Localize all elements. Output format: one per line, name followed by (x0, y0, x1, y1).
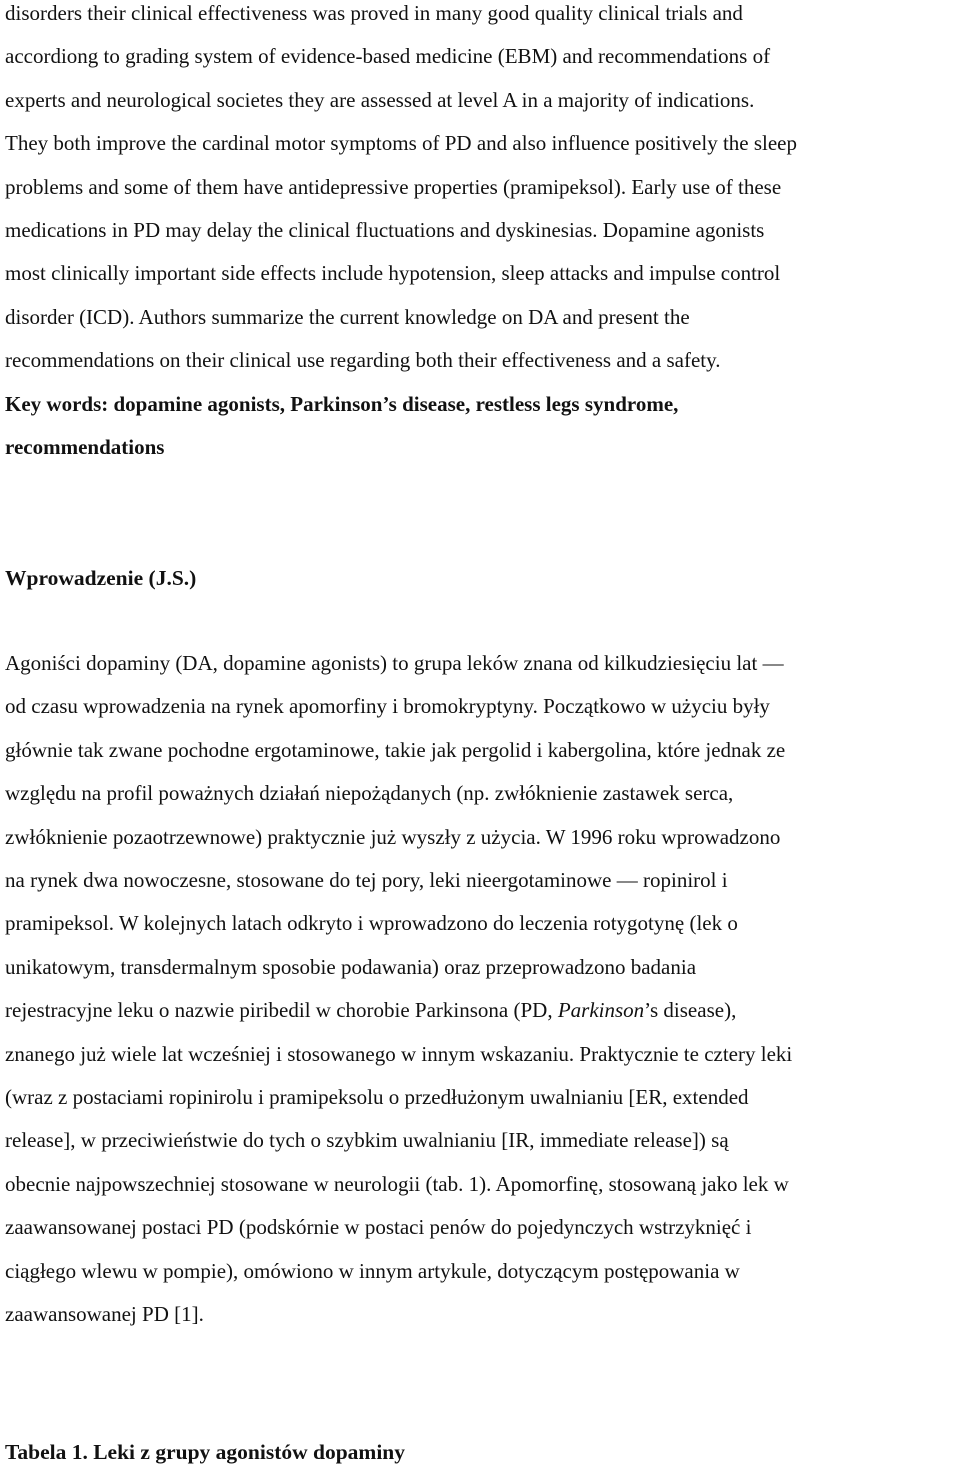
abstract-section (5, 0, 960, 469)
introduction-paragraph (5, 642, 960, 1337)
section-heading-introduction: Wprowadzenie (J.S.) (5, 566, 197, 590)
introduction-italic-term: Parkinson (557, 998, 645, 1023)
introduction-text-part-2: ’s disease), znanego już wiele lat wcześniej i stosowanego w innym wskazaniu. Praktycznie te cztery leki (wraz z postaciami ropinirolu i pramipeksolu o przedłużonym uwalnianiu [ER, extended release], w przeciwieństwie do tych o szybkim uwalnianiu [IR, immediate release]) są obecnie najpowszechniej stosowane w neurologii (tab. 1). Apomorfinę, stosowaną jako lek w zaawansowanej postaci PD (podskórnie w postaci penów do pojedynczych wstrzyknięć i ciągłego wlewu w pompie), omówiono w innym artykule, dotyczącym postępowania w zaawansowanej PD [1]. (5, 998, 793, 1327)
introduction-section (5, 642, 960, 1337)
abstract-text: disorders their clinical effectiveness was proved in many good quality clinical trials and accordiong to grading system of evidence-based medicine (EBM) and recommendations of experts and neurological societes they are assessed at level A in a majority of indications. They both improve the cardinal motor symptoms of PD and also influence positively the sleep problems and some of them have antidepressive properties (pramipeksol). Early use of these medications in PD may delay the clinical fluctuations and dyskinesias. Dopamine agonists most clinically important side effects include hypotension, sleep attacks and impulse control disorder (ICD). Authors summarize the current knowledge on DA and present the recommendations on their clinical use regarding both their effectiveness and a safety. (5, 1, 798, 373)
table-caption: Tabela 1. Leki z grupy agonistów dopaminy (5, 1440, 406, 1464)
introduction-text-part-1: Agoniści dopaminy (DA, dopamine agonists) to grupa leków znana od kilkudziesięciu lat — od czasu wprowadzenia na rynek apomorfiny i bromokryptyny. Początkowo w użyciu były głównie tak zwane pochodne ergotaminowe, takie jak pergolid i kabergolina, które jednak ze względu na profil poważnych działań niepożądanych (np. zwłóknienie zastawek serca, zwłóknienie pozaotrzewnowe) praktycznie już wyszły z użycia. W 1996 roku wprowadzono na rynek dwa nowoczesne, stosowane do tej pory, leki nieergotaminowe — ropinirol i pramipeksol. W kolejnych latach odkryto i wprowadzono do leczenia rotygotynę (lek o unikatowym, transdermalnym sposobie podawania) oraz przeprowadzono badania rejestracyjne leku o nazwie piribedil w chorobie Parkinsona (PD, (5, 651, 786, 1023)
abstract-keywords: Key words: dopamine agonists, Parkinson’s disease, restless legs syndrome, recommendations (5, 391, 679, 460)
